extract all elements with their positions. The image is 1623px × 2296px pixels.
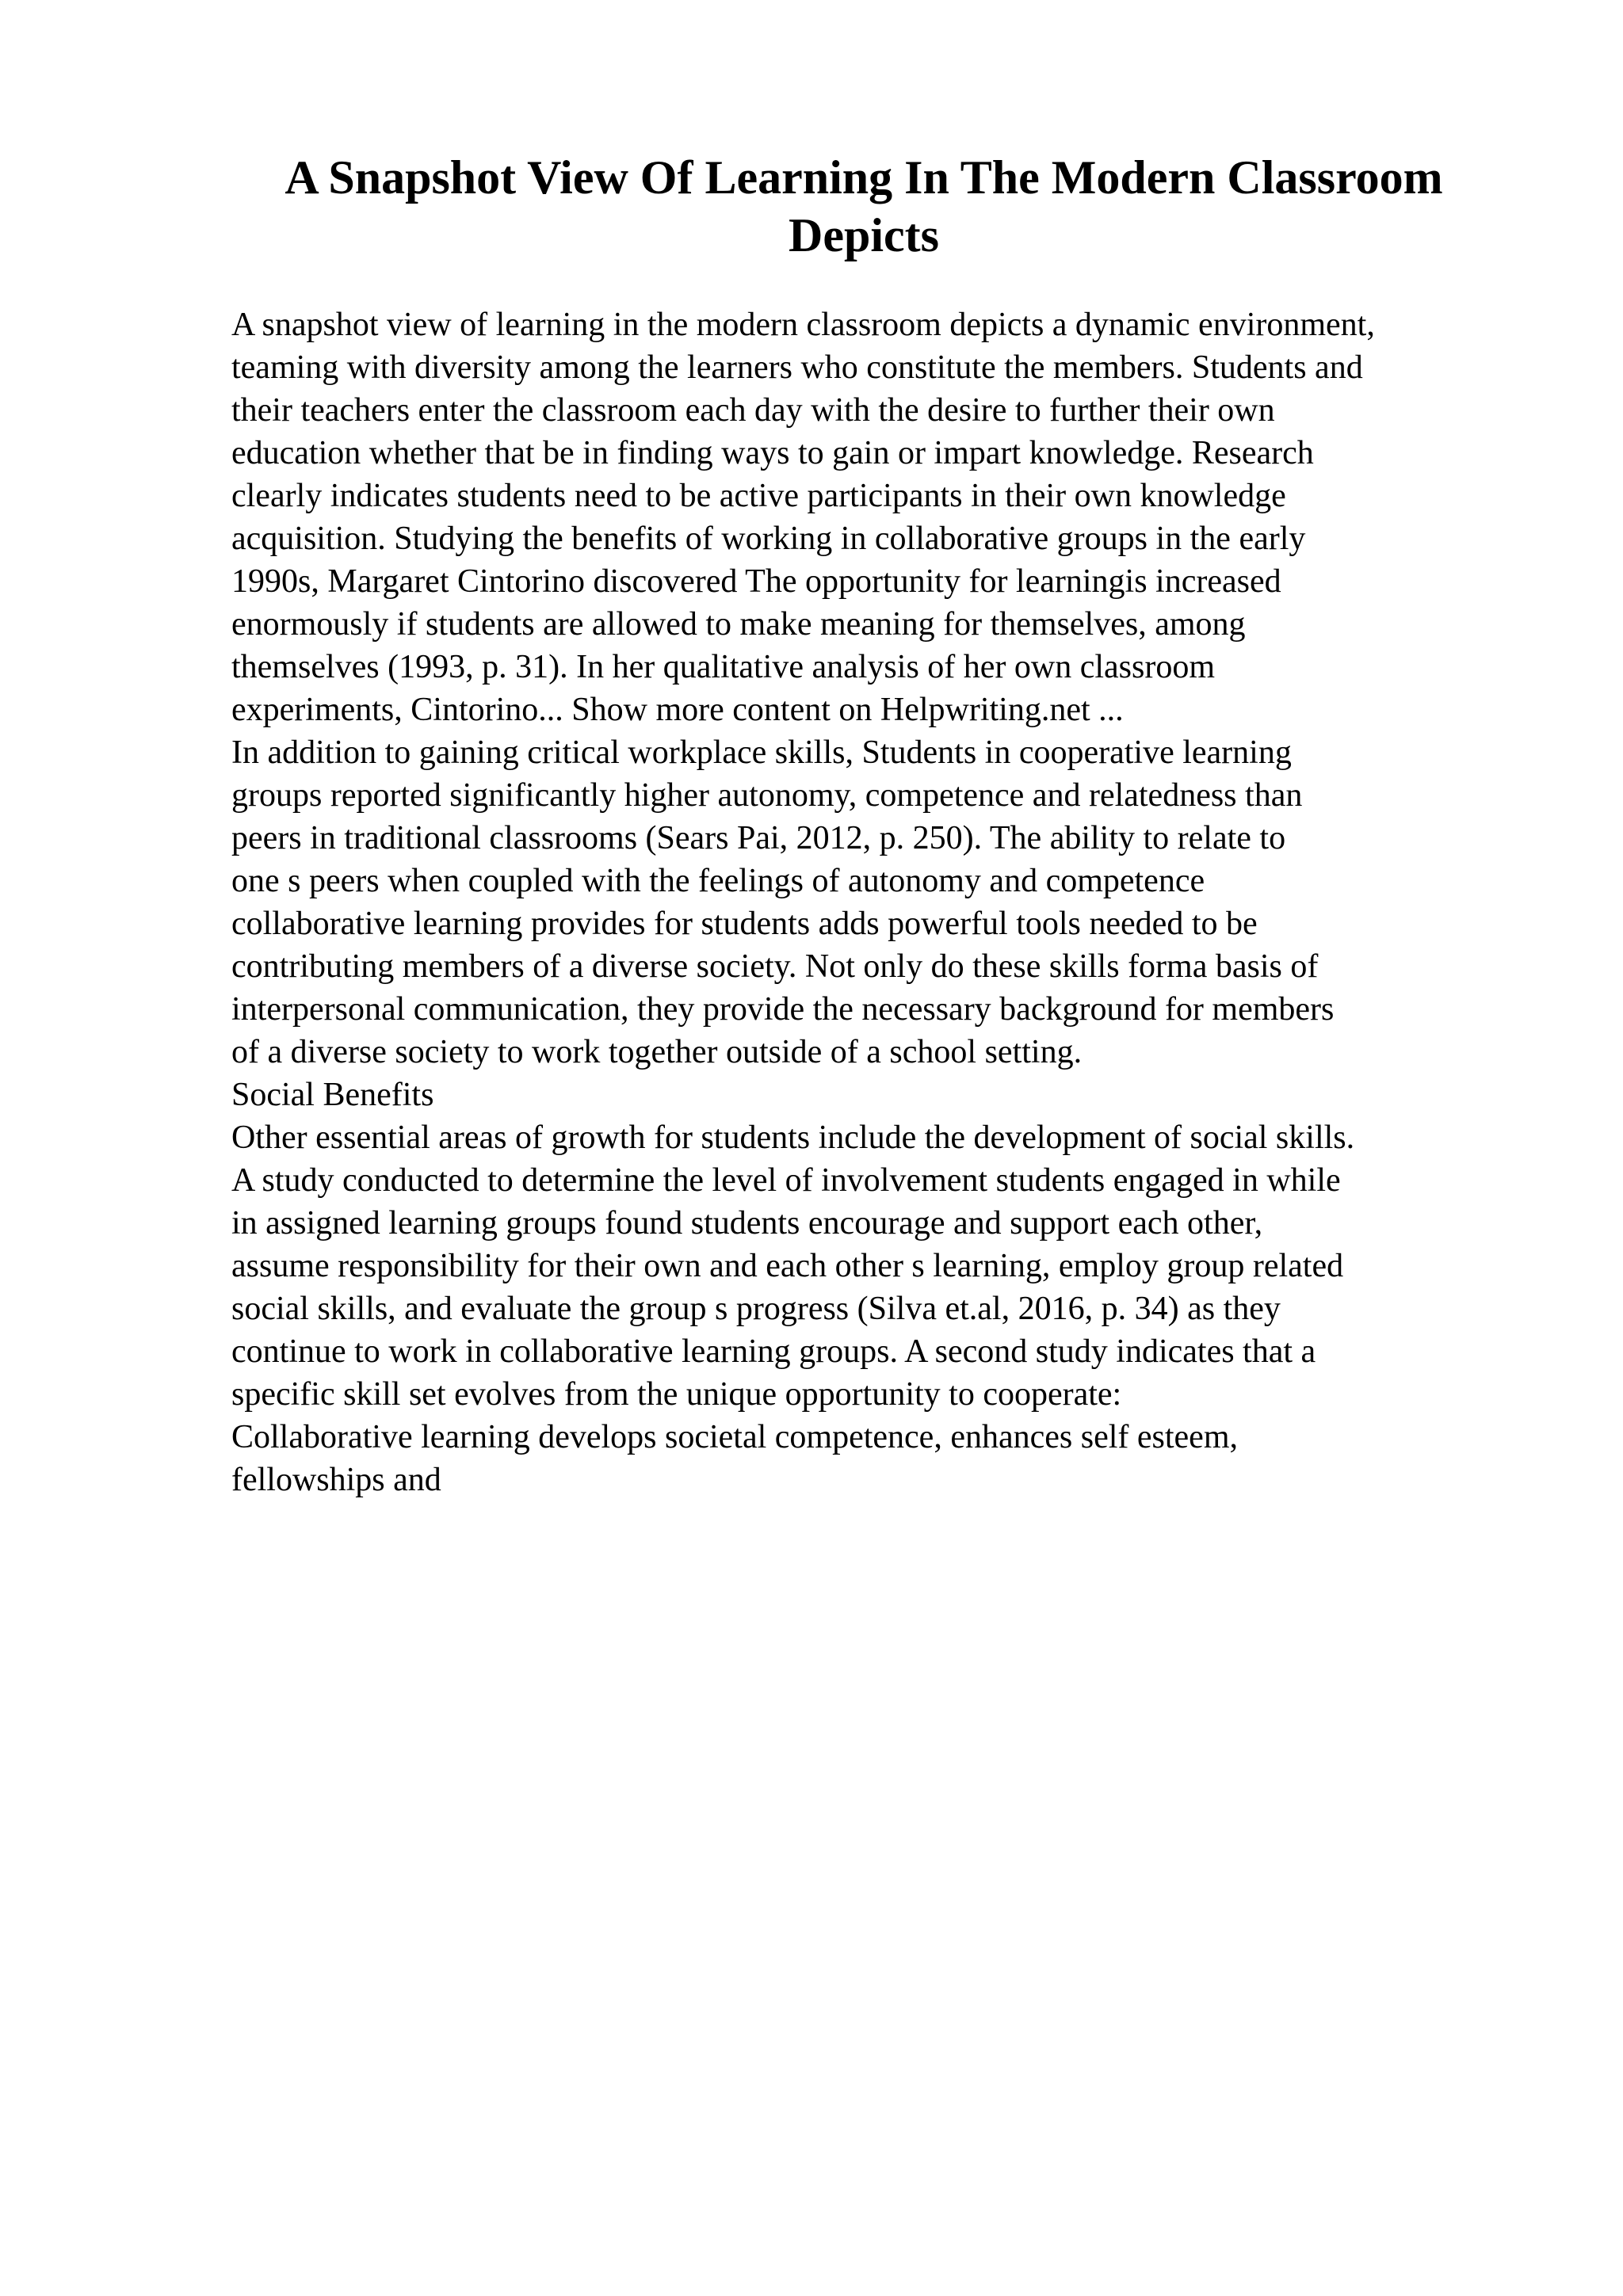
body-line: teaming with diversity among the learners who constitute the members. Students and	[231, 349, 1363, 386]
body-line: In addition to gaining critical workplace skills, Students in cooperative learning	[231, 734, 1292, 771]
body-line: contributing members of a diverse society. Not only do these skills forma basis of	[231, 948, 1319, 985]
body-line: themselves (1993, p. 31). In her qualitative analysis of her own classroom	[231, 649, 1216, 685]
body-line: experiments, Cintorino... Show more content on Helpwriting.net ...	[231, 692, 1124, 728]
body-line: groups reported significantly higher autonomy, competence and relatedness than	[231, 777, 1303, 814]
body-line: clearly indicates students need to be active participants in their own knowledge	[231, 478, 1286, 514]
section-heading-social-benefits: Social Benefits	[231, 1077, 434, 1113]
body-line: assume responsibility for their own and each other s learning, employ group related	[231, 1248, 1344, 1284]
body-line: their teachers enter the classroom each day with the desire to further their own	[231, 392, 1275, 429]
body-line: 1990s, Margaret Cintorino discovered The opportunity for learningis increased	[231, 563, 1281, 600]
body-line: specific skill set evolves from the unique opportunity to cooperate:	[231, 1376, 1122, 1413]
body-line: of a diverse society to work together outside of a school setting.	[231, 1034, 1083, 1070]
body-line: social skills, and evaluate the group s progress (Silva et.al, 2016, p. 34) as they	[231, 1291, 1281, 1327]
body-line: Collaborative learning develops societal competence, enhances self esteem,	[231, 1419, 1238, 1455]
title-line: A Snapshot View Of Learning In The Modern Classroom	[285, 151, 1443, 204]
title-line: Depicts	[789, 209, 939, 261]
body-line: A study conducted to determine the level of involvement students engaged in while	[231, 1162, 1341, 1199]
body-line: fellowships and	[231, 1462, 441, 1498]
body-line: Other essential areas of growth for students include the development of social skills.	[231, 1119, 1355, 1156]
body-line: collaborative learning provides for students adds powerful tools needed to be	[231, 906, 1258, 942]
document-title	[230, 149, 1498, 265]
body-line: enormously if students are allowed to make meaning for themselves, among	[231, 606, 1246, 643]
body-line: A snapshot view of learning in the modern classroom depicts a dynamic environment,	[231, 307, 1375, 343]
body-line: one s peers when coupled with the feelings of autonomy and competence	[231, 863, 1205, 899]
document-body	[231, 303, 1579, 1501]
body-line: peers in traditional classrooms (Sears Pai, 2012, p. 250). The ability to relate to	[231, 820, 1286, 856]
body-line: continue to work in collaborative learning groups. A second study indicates that a	[231, 1333, 1316, 1370]
body-line: education whether that be in finding ways to gain or impart knowledge. Research	[231, 435, 1314, 471]
body-line: in assigned learning groups found students encourage and support each other,	[231, 1205, 1263, 1241]
body-line: interpersonal communication, they provide the necessary background for members	[231, 991, 1335, 1028]
body-line: acquisition. Studying the benefits of working in collaborative groups in the early	[231, 521, 1306, 557]
